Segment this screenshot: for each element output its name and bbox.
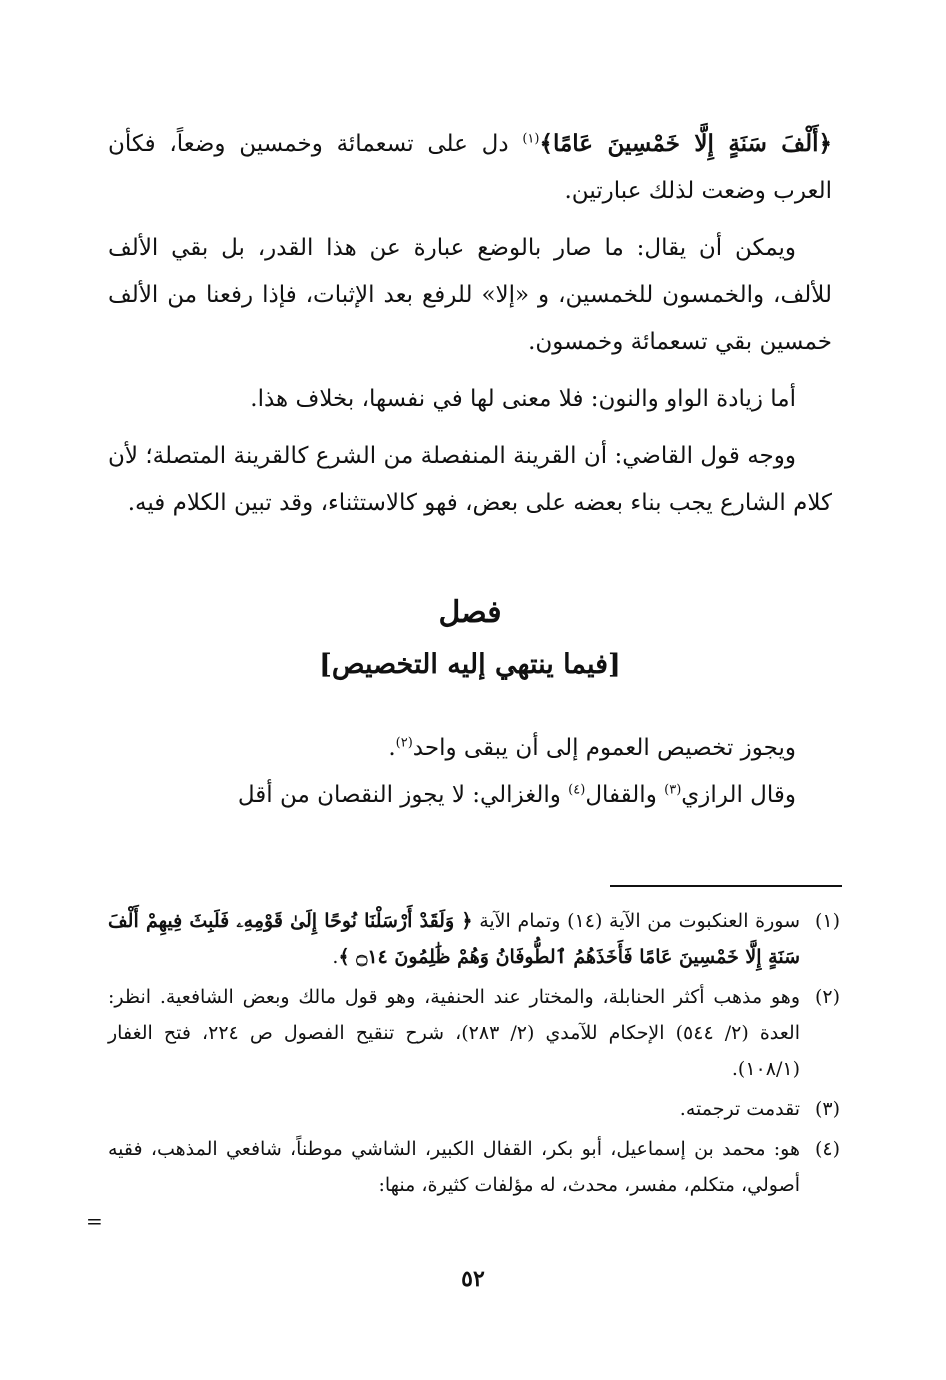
footnote-4 xyxy=(108,1131,840,1203)
paragraph-4: ووجه قول القاضي: أن القرينة المنفصلة من الشرع كالقرينة المتصلة؛ لأن كلام الشارع يجب بناء بعضه على بعض، فهو كالاستثناء، وقد تبين الكلام فيه. xyxy=(108,443,832,516)
paragraph-3: أما زيادة الواو والنون: فلا معنى لها في نفسها، بخلاف هذا. xyxy=(250,386,796,412)
section-heading xyxy=(108,587,832,691)
footnote-number: (٤) xyxy=(814,1138,840,1160)
footnote-ref-1[interactable]: (١) xyxy=(522,131,540,147)
footnote-ref-2[interactable]: (٢) xyxy=(395,735,413,751)
footnote-3 xyxy=(108,1091,840,1127)
paragraph-1-text: دل على تسعمائة وخمسين وضعاً، فكأن العرب وضعت لذلك عبارتين. xyxy=(108,131,832,204)
footnote-number: (٢) xyxy=(814,986,840,1008)
quran-bracket-open: ﴿ xyxy=(818,130,832,157)
paragraph-2: ويمكن أن يقال: ما صار بالوضع عبارة عن هذا القدر، بل بقي الألف للألف، والخمسون للخمسين، و «إلا» للرفع بعد الإثبات، فإذا رفعنا من الألف خمسين بقي تسعمائة وخمسون. xyxy=(108,235,832,355)
paragraph-6 xyxy=(108,772,832,819)
footnote-separator xyxy=(610,885,842,887)
page-number: ٥٢ xyxy=(461,1266,485,1292)
footnote-number: (١) xyxy=(814,910,841,932)
main-text xyxy=(108,120,832,819)
paragraph-6-part-1: وقال الرازي xyxy=(681,782,796,808)
section-title: فصل xyxy=(438,595,502,630)
continuation-mark: = xyxy=(86,1209,103,1233)
paragraph-1 xyxy=(108,120,832,215)
paragraph-5-end: . xyxy=(388,735,396,761)
paragraph-5-text: ويجوز تخصيص العموم إلى أن يبقى واحد xyxy=(412,735,796,761)
footnote-4-text: هو: محمد بن إسماعيل، أبو بكر، القفال الكبير، الشاشي موطناً، شافعي المذهب، فقيه أصولي، متكلم، مفسر، محدث، له مؤلفات كثيرة، منها: xyxy=(108,1138,800,1196)
footnotes xyxy=(108,903,840,1203)
footnote-1-pre: سورة العنكبوت من الآية (١٤) وتمام الآية xyxy=(472,910,801,932)
footnote-ref-3[interactable]: (٣) xyxy=(664,782,682,798)
paragraph-6-part-3: والغزالي: لا يجوز النقصان من أقل xyxy=(237,782,569,808)
footnote-1-post: . xyxy=(332,946,339,968)
footnote-1 xyxy=(108,903,840,975)
footnote-2 xyxy=(108,979,840,1087)
quran-bracket-close: ﴾ xyxy=(539,130,553,157)
paragraph-6-part-2: والقفال xyxy=(585,782,665,808)
footnote-3-text: تقدمت ترجمته. xyxy=(679,1098,800,1120)
footnote-ref-4[interactable]: (٤) xyxy=(568,782,586,798)
footnote-number: (٣) xyxy=(814,1098,840,1120)
section-subtitle: [فيما ينتهي إليه التخصيص] xyxy=(319,649,621,680)
footnote-2-text: وهو مذهب أكثر الحنابلة، والمختار عند الحنفية، وهو قول مالك وبعض الشافعية. انظر: العدة (٢/ ٥٤٤) الإحكام للآمدي (٢/ ٢٨٣)، شرح تنقيح الفصول ص ٢٢٤، فتح الغفار (١٠٨/١). xyxy=(108,986,800,1080)
quran-verse: أَلْفَ سَنَةٍ إِلَّا خَمْسِينَ عَامًا xyxy=(552,130,819,157)
footnote-1-quran: ﴿ وَلَقَدْ أَرْسَلْنَا نُوحًا إِلَىٰ قَوْمِهِۦ فَلَبِثَ فِيهِمْ أَلْفَ سَنَةٍ إِلَّا خَمْسِينَ عَامًا فَأَخَذَهُمُ ٱلطُّوفَانُ وَهُمْ ظَٰلِمُونَ ۝١٤ ﴾ xyxy=(108,910,800,968)
paragraph-5 xyxy=(108,725,832,772)
